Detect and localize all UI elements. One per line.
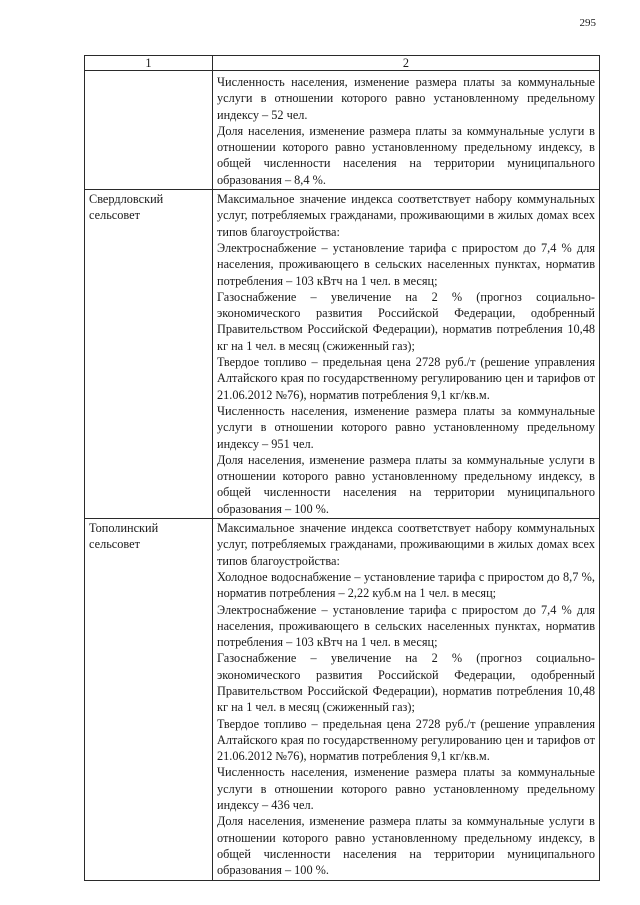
paragraph: Численность населения, изменение размера платы за коммунальные услуги в отношении которого равно установленному предельному индексу – 951 чел. (217, 403, 595, 451)
paragraph: Твердое топливо – предельная цена 2728 руб./т (решение управления Алтайского края по государственному регулированию цен и тарифов от 21.06.2012 №76), норматив потребления 9,1 кг/кв.м. (217, 355, 595, 402)
paragraph: Доля населения, изменение размера платы за коммунальные услуги в отношении которого равно установленному предельному индексу, в общей численности населения на территории муниципального образования – 8,4 %. (217, 123, 595, 187)
municipality-name (85, 71, 213, 190)
table-header-row (85, 56, 600, 71)
paragraph: Электроснабжение – установление тарифа с приростом до 7,4 % для населения, проживающего в сельских населенных пунктах, норматив потребления – 103 кВтч на 1 чел. в месяц; (217, 240, 595, 288)
paragraph: Численность населения, изменение размера платы за коммунальные услуги в отношении которого равно установленному предельному индексу – 52 чел. (217, 75, 595, 122)
paragraph: Холодное водоснабжение – установление тарифа с приростом до 8,7 %, норматив потребления – 2,22 куб.м на 1 чел. в месяц; (217, 569, 595, 601)
paragraph: Электроснабжение – установление тарифа с приростом до 7,4 % для населения, проживающего в сельских населенных пунктах, норматив потребления – 103 кВтч на 1 чел. в месяц; (217, 602, 595, 650)
table-row (85, 71, 600, 190)
index-description (213, 519, 600, 881)
table-row (85, 519, 600, 881)
paragraph: Максимальное значение индекса соответствует набору коммунальных услуг, потребляемых гражданами, проживающими в жилых домах всех типов благоустройства: (217, 521, 595, 568)
municipality-name: Тополинский сельсовет (85, 519, 213, 881)
table-row (85, 190, 600, 519)
paragraph: Твердое топливо – предельная цена 2728 руб./т (решение управления Алтайского края по государственному регулированию цен и тарифов от 21.06.2012 №76), норматив потребления 9,1 кг/кв.м. (217, 716, 595, 764)
index-description (213, 190, 600, 519)
paragraph: Доля населения, изменение размера платы за коммунальные услуги в отношении которого равно установленному предельному индексу, в общей численности населения на территории муниципального образования – 100 %. (217, 814, 595, 878)
municipality-index-table (84, 55, 600, 881)
paragraph: Газоснабжение – увеличение на 2 % (прогноз социально-экономического развития Российской Федерации, одобренный Правительством Российской Федерации), норматив потребления 10,48 кг на 1 чел. в месяц (сжиженный газ); (217, 651, 595, 715)
paragraph: Доля населения, изменение размера платы за коммунальные услуги в отношении которого равно установленному предельному индексу, в общей численности населения на территории муниципального образования – 100 %. (217, 452, 595, 516)
paragraph: Численность населения, изменение размера платы за коммунальные услуги в отношении которого равно установленному предельному индексу – 436 чел. (217, 765, 595, 813)
index-description (213, 71, 600, 190)
municipality-name: Свердловский сельсовет (85, 190, 213, 519)
paragraph: Максимальное значение индекса соответствует набору коммунальных услуг, потребляемых гражданами, проживающими в жилых домах всех типов благоустройства: (217, 192, 595, 239)
page-number: 295 (579, 17, 596, 29)
column-header-2: 2 (213, 56, 600, 71)
paragraph: Газоснабжение – увеличение на 2 % (прогноз социально-экономического развития Российской Федерации, одобренный Правительством Российской Федерации), норматив потребления 10,48 кг на 1 чел. в месяц (сжиженный газ); (217, 289, 595, 353)
column-header-1: 1 (85, 56, 213, 71)
